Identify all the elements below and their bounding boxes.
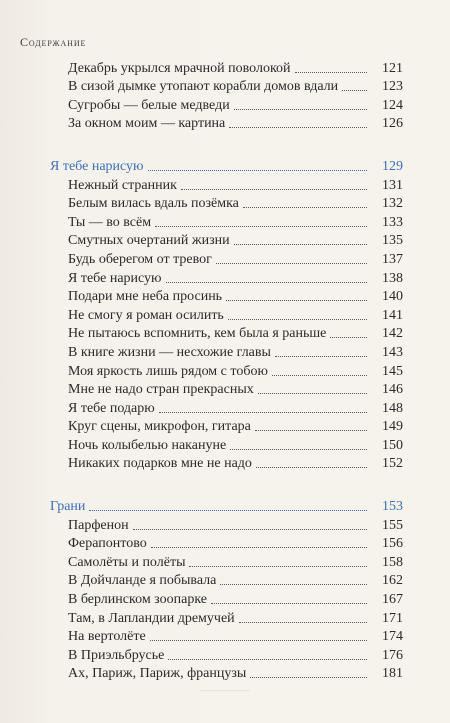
page-number: 148 xyxy=(382,400,403,416)
entry-title: Декабрь укрылся мрачной поволокой xyxy=(68,60,291,76)
entry-title: В берлинском зоопарке xyxy=(68,592,207,608)
entry-title: Не смогу я роман осилить xyxy=(68,307,224,323)
entry-title: Ах, Париж, Париж, французы xyxy=(68,666,247,682)
dot-leader xyxy=(220,584,367,585)
toc-entry-row xyxy=(0,551,450,570)
page-number: 132 xyxy=(382,196,403,212)
dot-leader xyxy=(216,263,367,264)
entry-title: Там, в Лапландии дремучей xyxy=(68,610,235,626)
dot-leader xyxy=(295,72,367,73)
toc-entry-row xyxy=(0,607,450,626)
page-number: 145 xyxy=(382,363,403,379)
toc-entry-row xyxy=(0,286,450,305)
toc-entry-row xyxy=(0,304,450,323)
entry-title: Белым вилась вдаль позёмка xyxy=(68,196,239,212)
dot-leader xyxy=(255,430,367,431)
toc-entry-row xyxy=(0,193,450,212)
entry-title: Парфенон xyxy=(68,517,129,533)
page-number: 149 xyxy=(382,419,403,435)
toc-section-row xyxy=(0,495,450,514)
toc-entry-row xyxy=(0,76,450,95)
page-number: 174 xyxy=(382,629,403,645)
dot-leader xyxy=(258,393,367,394)
page-number: 146 xyxy=(382,382,403,398)
dot-leader xyxy=(272,375,367,376)
dot-leader xyxy=(159,412,367,413)
dot-leader xyxy=(89,510,367,511)
entry-title: Сугробы — белые медведи xyxy=(68,97,230,113)
toc-entry-row xyxy=(0,267,450,286)
toc-entry-row xyxy=(0,323,450,342)
page-number: 137 xyxy=(382,251,403,267)
page-number: 156 xyxy=(382,536,403,552)
page-number: 153 xyxy=(382,499,403,515)
toc-entry-row xyxy=(0,570,450,589)
table-of-contents xyxy=(0,57,450,681)
dot-leader xyxy=(148,170,367,171)
toc-entry-row xyxy=(0,533,450,552)
entry-title: Нежный странник xyxy=(68,177,177,193)
dot-leader xyxy=(181,189,367,190)
entry-title: Никаких подарков мне не надо xyxy=(68,456,252,472)
entry-title: Круг сцены, микрофон, гитара xyxy=(68,419,251,435)
dot-leader xyxy=(155,226,367,227)
page-number: 129 xyxy=(382,158,403,174)
page-number: 167 xyxy=(382,592,403,608)
section-gap xyxy=(0,131,450,151)
entry-title: Самолёты и полёты xyxy=(68,554,186,570)
page-footer-mark xyxy=(200,690,250,701)
page-number: 138 xyxy=(382,270,403,286)
entry-title: Будь оберегом от тревог xyxy=(68,251,212,267)
page-number: 124 xyxy=(382,97,403,113)
page-number: 171 xyxy=(382,610,403,626)
toc-entry-row xyxy=(0,341,450,360)
entry-title: Мне не надо стран прекрасных xyxy=(68,382,254,398)
page-number: 181 xyxy=(382,666,403,682)
toc-entry-row xyxy=(0,644,450,663)
dot-leader xyxy=(228,319,367,320)
toc-section-row xyxy=(0,155,450,174)
page-number: 158 xyxy=(382,554,403,570)
dot-leader xyxy=(330,337,367,338)
section-title: Я тебе нарисую xyxy=(50,158,144,174)
dot-leader xyxy=(256,467,367,468)
page-number: 123 xyxy=(382,79,403,95)
page-number: 155 xyxy=(382,517,403,533)
page-number: 135 xyxy=(382,233,403,249)
entry-title: Смутных очертаний жизни xyxy=(68,233,230,249)
toc-entry-row xyxy=(0,434,450,453)
toc-entry-row xyxy=(0,397,450,416)
dot-leader xyxy=(229,127,367,128)
dot-leader xyxy=(342,90,367,91)
dot-leader xyxy=(150,640,367,641)
entry-title: Я тебе подарю xyxy=(68,400,155,416)
toc-entry-row xyxy=(0,248,450,267)
page-number: 176 xyxy=(382,647,403,663)
dot-leader xyxy=(243,207,367,208)
dot-leader xyxy=(250,677,367,678)
section-gap xyxy=(0,471,450,491)
page-number: 142 xyxy=(382,326,403,342)
dot-leader xyxy=(275,356,367,357)
entry-title: На вертолёте xyxy=(68,629,146,645)
toc-entry-row xyxy=(0,379,450,398)
entry-title: Подари мне неба просинь xyxy=(68,289,223,305)
page-number: 143 xyxy=(382,344,403,360)
dot-leader xyxy=(166,282,367,283)
toc-entry-row xyxy=(0,514,450,533)
dot-leader xyxy=(234,109,367,110)
toc-entry-row xyxy=(0,57,450,76)
dot-leader xyxy=(168,659,367,660)
page-number: 150 xyxy=(382,437,403,453)
entry-title: Моя яркость лишь рядом с тобою xyxy=(68,363,268,379)
dot-leader xyxy=(239,622,367,623)
entry-title: Ты — во всём xyxy=(68,214,152,230)
page-number: 162 xyxy=(382,573,403,589)
toc-entry-row xyxy=(0,174,450,193)
entry-title: Не пытаюсь вспомнить, кем была я раньше xyxy=(68,326,327,342)
toc-entry-row xyxy=(0,113,450,132)
dot-leader xyxy=(133,529,367,530)
entry-title: Ночь колыбелью накануне xyxy=(68,437,227,453)
page-number: 126 xyxy=(382,116,403,132)
dot-leader xyxy=(226,300,367,301)
toc-entry-row xyxy=(0,663,450,682)
running-head: Содержание xyxy=(20,35,87,49)
entry-title: Ферапонтово xyxy=(68,536,147,552)
entry-title: Я тебе нарисую xyxy=(68,270,162,286)
toc-entry-row xyxy=(0,453,450,472)
entry-title: В сизой дымке утопают корабли домов вдали xyxy=(68,79,339,95)
toc-entry-row xyxy=(0,360,450,379)
toc-entry-row xyxy=(0,588,450,607)
page-number: 131 xyxy=(382,177,403,193)
toc-entry-row xyxy=(0,230,450,249)
entry-title: За окном моим — картина xyxy=(68,116,226,132)
entry-title: В книге жизни — несхожие главы xyxy=(68,344,271,360)
dot-leader xyxy=(151,547,367,548)
toc-entry-row xyxy=(0,211,450,230)
section-title: Грани xyxy=(50,499,86,515)
dot-leader xyxy=(189,566,367,567)
entry-title: В Приэльбрусье xyxy=(68,647,165,663)
page-number: 141 xyxy=(382,307,403,323)
dot-leader xyxy=(234,244,367,245)
page-number: 152 xyxy=(382,456,403,472)
page-number: 133 xyxy=(382,214,403,230)
toc-entry-row xyxy=(0,94,450,113)
entry-title: В Дойчланде я побывала xyxy=(68,573,217,589)
toc-entry-row xyxy=(0,416,450,435)
dot-leader xyxy=(230,449,367,450)
page-number: 140 xyxy=(382,289,403,305)
page-number: 121 xyxy=(382,60,403,76)
toc-entry-row xyxy=(0,626,450,645)
dot-leader xyxy=(211,603,367,604)
